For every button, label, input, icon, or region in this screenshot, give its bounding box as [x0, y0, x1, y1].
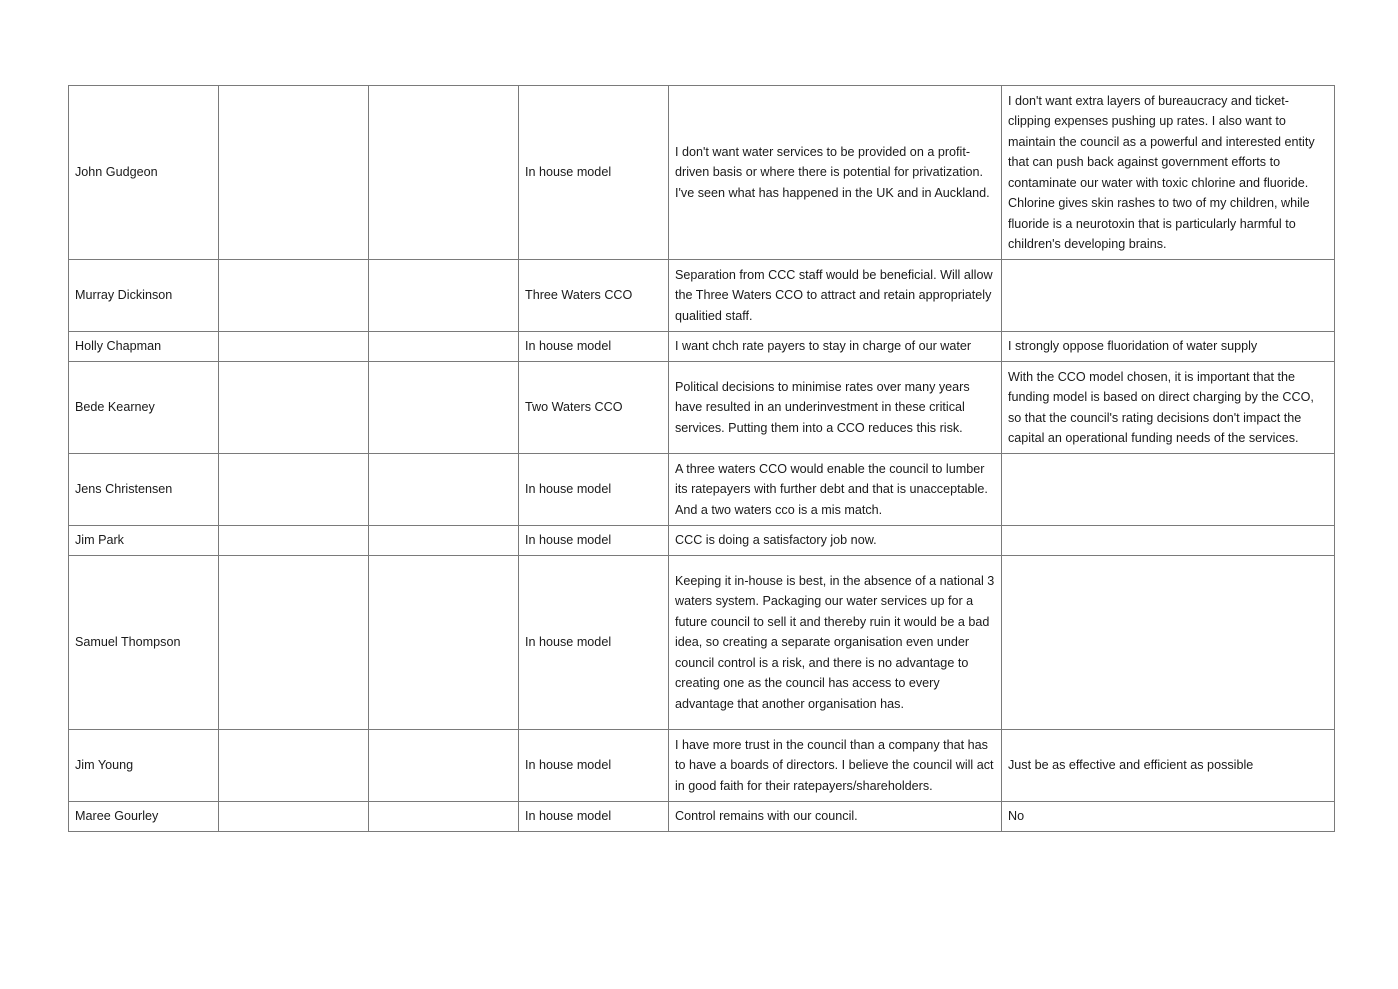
preferred-model: Two Waters CCO — [519, 362, 669, 454]
comment-text — [1002, 454, 1335, 526]
empty-cell — [369, 802, 519, 832]
reason-text: I want chch rate payers to stay in charge of our water — [669, 332, 1002, 362]
preferred-model: In house model — [519, 730, 669, 802]
empty-cell — [369, 730, 519, 802]
empty-cell — [369, 362, 519, 454]
empty-cell — [369, 260, 519, 332]
reason-text: A three waters CCO would enable the council to lumber its ratepayers with further debt and that is unacceptable. And a two waters cco is a mis match. — [669, 454, 1002, 526]
empty-cell — [219, 332, 369, 362]
preferred-model: In house model — [519, 802, 669, 832]
reason-text: Political decisions to minimise rates over many years have resulted in an underinvestment in these critical services. Putting them into a CCO reduces this risk. — [669, 362, 1002, 454]
empty-cell — [369, 86, 519, 260]
preferred-model: In house model — [519, 332, 669, 362]
comment-text — [1002, 556, 1335, 730]
submitter-name: Murray Dickinson — [69, 260, 219, 332]
preferred-model: In house model — [519, 454, 669, 526]
empty-cell — [219, 86, 369, 260]
reason-text: Separation from CCC staff would be beneficial. Will allow the Three Waters CCO to attract and retain appropriately qualitied staff. — [669, 260, 1002, 332]
submitter-name: Maree Gourley — [69, 802, 219, 832]
table-row — [69, 362, 1335, 454]
table-row — [69, 730, 1335, 802]
submitter-name: John Gudgeon — [69, 86, 219, 260]
table-row — [69, 802, 1335, 832]
reason-text: Keeping it in-house is best, in the absence of a national 3 waters system. Packaging our water services up for a future council to sell it and thereby ruin it would be a bad idea, so creating a separate organisation even under council control is a risk, and there is no advantage to creating one as the council has access to every advantage that another organisation has. — [669, 556, 1002, 730]
empty-cell — [219, 454, 369, 526]
submitter-name: Holly Chapman — [69, 332, 219, 362]
submitter-name: Jim Park — [69, 526, 219, 556]
reason-text: I don't want water services to be provided on a profit-driven basis or where there is potential for privatization. I've seen what has happened in the UK and in Auckland. — [669, 86, 1002, 260]
table-row — [69, 332, 1335, 362]
comment-text: I don't want extra layers of bureaucracy and ticket-clipping expenses pushing up rates. I also want to maintain the council as a powerful and interested entity that can push back against government efforts to contaminate our water with toxic chlorine and fluoride. Chlorine gives skin rashes to two of my children, while fluoride is a neurotoxin that is particularly harmful to children's developing brains. — [1002, 86, 1335, 260]
empty-cell — [219, 730, 369, 802]
comment-text: I strongly oppose fluoridation of water supply — [1002, 332, 1335, 362]
reason-text: Control remains with our council. — [669, 802, 1002, 832]
empty-cell — [369, 454, 519, 526]
submitter-name: Jens Christensen — [69, 454, 219, 526]
comment-text: Just be as effective and efficient as possible — [1002, 730, 1335, 802]
empty-cell — [369, 526, 519, 556]
empty-cell — [369, 332, 519, 362]
submissions-table — [68, 85, 1335, 832]
table-row — [69, 260, 1335, 332]
table-row — [69, 556, 1335, 730]
preferred-model: In house model — [519, 526, 669, 556]
empty-cell — [219, 802, 369, 832]
table-row — [69, 454, 1335, 526]
comment-text: With the CCO model chosen, it is important that the funding model is based on direct charging by the CCO, so that the council's rating decisions don't impact the capital an operational funding needs of the services. — [1002, 362, 1335, 454]
submitter-name: Jim Young — [69, 730, 219, 802]
submitter-name: Bede Kearney — [69, 362, 219, 454]
comment-text: No — [1002, 802, 1335, 832]
reason-text: I have more trust in the council than a company that has to have a boards of directors. I believe the council will act in good faith for their ratepayers/shareholders. — [669, 730, 1002, 802]
preferred-model: Three Waters CCO — [519, 260, 669, 332]
preferred-model: In house model — [519, 556, 669, 730]
comment-text — [1002, 260, 1335, 332]
preferred-model: In house model — [519, 86, 669, 260]
empty-cell — [219, 526, 369, 556]
submitter-name: Samuel Thompson — [69, 556, 219, 730]
table-row — [69, 86, 1335, 260]
table-row — [69, 526, 1335, 556]
empty-cell — [219, 362, 369, 454]
empty-cell — [369, 556, 519, 730]
comment-text — [1002, 526, 1335, 556]
empty-cell — [219, 260, 369, 332]
reason-text: CCC is doing a satisfactory job now. — [669, 526, 1002, 556]
empty-cell — [219, 556, 369, 730]
